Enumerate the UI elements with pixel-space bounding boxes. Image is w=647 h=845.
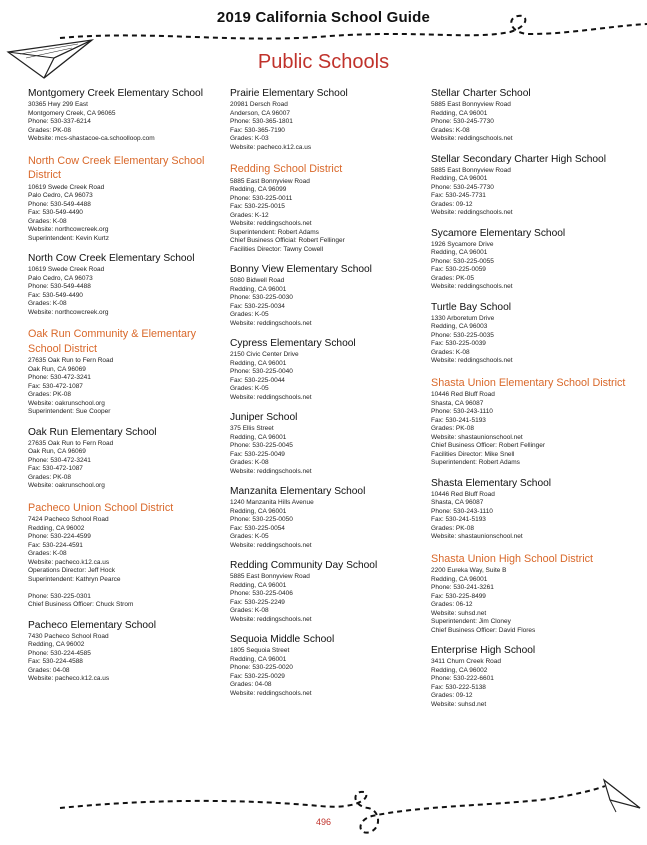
detail-line: Website: reddingschools.net — [230, 689, 312, 697]
detail-line: Phone: 530-224-4585 — [28, 649, 91, 657]
detail-line: Grades: K-03 — [230, 135, 269, 142]
detail-line: Fax: 530-241-5193 — [431, 416, 486, 424]
detail-line: Website: reddingschools.net — [431, 209, 513, 216]
detail-line: 30365 Hwy 299 East — [28, 101, 88, 108]
school-entry — [28, 620, 228, 684]
detail-line: Website: reddingschools.net — [230, 393, 312, 401]
school-name: Stellar Secondary Charter High School — [431, 153, 606, 165]
detail-line: Fax: 530-225-0049 — [230, 450, 285, 458]
detail-line: Phone: 530-225-0045 — [230, 442, 293, 449]
detail-line: Phone: 530-225-0011 — [230, 194, 293, 202]
detail-line: 5885 East Bonnyview Road — [230, 573, 310, 580]
detail-line: 7424 Pacheco School Road — [28, 516, 109, 523]
detail-line: Superintendent: Robert Adams — [230, 228, 319, 236]
detail-line: Oak Run, CA 96069 — [28, 448, 86, 455]
school-name: Prairie Elementary School — [230, 88, 348, 99]
detail-line: Grades: K-08 — [431, 126, 470, 134]
school-entry — [230, 412, 430, 476]
detail-line: Fax: 530-225-0059 — [431, 266, 486, 273]
detail-line: Facilities Director: Mike Snell — [431, 450, 515, 458]
detail-line: Phone: 530-225-0406 — [230, 590, 293, 597]
school-entry — [431, 645, 641, 709]
detail-line: 375 Ellis Street — [230, 425, 274, 432]
detail-line: Website: suhsd.net — [431, 609, 487, 617]
detail-line: Phone: 530-222-6601 — [431, 675, 494, 682]
detail-line: Shasta, CA 96087 — [431, 499, 484, 506]
detail-line: Website: reddingschools.net — [431, 135, 513, 142]
detail-line: Website: oakrunschool.org — [28, 399, 105, 407]
detail-line: Fax: 530-549-4490 — [28, 209, 83, 216]
detail-line: Chief Business Officer: David Flores — [431, 626, 536, 634]
school-name: Stellar Charter School — [431, 88, 531, 99]
detail-line: Phone: 530-225-0020 — [230, 664, 293, 671]
detail-line: Redding, CA 96001 — [230, 581, 287, 589]
district-name: Redding School District — [230, 163, 343, 175]
detail-line: 10446 Red Bluff Road — [431, 391, 495, 398]
detail-line: Grades: K-08 — [28, 550, 67, 557]
detail-line: Phone: 530-241-3261 — [431, 584, 494, 591]
section-title: Public Schools — [257, 51, 390, 73]
detail-line: 10446 Red Bluff Road — [431, 490, 495, 498]
school-name: Enterprise High School — [431, 645, 536, 656]
detail-line: Redding, CA 96001 — [230, 655, 287, 663]
school-name: Oak Run Elementary School — [28, 426, 157, 438]
detail-line: Grades: PK-08 — [431, 425, 474, 432]
detail-line: Phone: 530-243-1110 — [431, 408, 493, 415]
school-entry — [230, 264, 430, 328]
detail-line: Grades: PK-08 — [431, 524, 474, 532]
detail-line: 1805 Sequoia Street — [230, 647, 290, 654]
detail-line: Grades: PK-08 — [28, 473, 71, 481]
school-entry — [28, 253, 228, 317]
detail-line: 27635 Oak Run to Fern Road — [28, 357, 114, 364]
detail-line: Shasta, CA 96087 — [431, 399, 484, 407]
district-name: Pacheco Union School District — [28, 501, 174, 514]
listing-column-1 — [28, 88, 228, 694]
detail-line: 20981 Dersch Road — [230, 101, 288, 108]
detail-line: Grades: K-12 — [230, 211, 269, 219]
detail-line: Fax: 530-222-5138 — [431, 683, 486, 691]
detail-line: Chief Business Officer: Robert Fellinger — [431, 442, 546, 449]
detail-line: Website: reddingschools.net — [230, 467, 312, 475]
school-name: Sequoia Middle School — [230, 634, 335, 645]
detail-line: Grades: 09-12 — [431, 200, 473, 208]
detail-line: Website: reddingschools.net — [230, 319, 312, 327]
page-number: 496 — [315, 817, 332, 827]
detail-line: Grades: K-08 — [431, 348, 470, 356]
detail-line: Fax: 530-225-0015 — [230, 203, 285, 210]
detail-line: Fax: 530-245-7731 — [431, 192, 486, 199]
district-entry — [230, 162, 430, 254]
school-entry — [431, 228, 641, 292]
detail-line: Phone: 530-549-4488 — [28, 283, 91, 290]
detail-line: Grades: PK-05 — [431, 274, 474, 282]
district-name: North Cow Creek Elementary School District — [28, 154, 205, 181]
school-entry — [431, 88, 641, 144]
detail-line: Website: reddingschools.net — [431, 357, 513, 364]
detail-line: Operations Director: Jeff Hock — [28, 567, 115, 574]
detail-line: Website: pacheco.k12.ca.us — [28, 558, 110, 566]
detail-line: Redding, CA 96099 — [230, 186, 287, 193]
detail-line: Website: oakrunschool.org — [28, 482, 105, 489]
detail-line: Grades: K-08 — [28, 300, 67, 307]
detail-line: Fax: 530-225-8499 — [431, 592, 486, 600]
detail-line: Website: shastaunionschool.net — [431, 433, 523, 441]
detail-line: 5885 East Bonnyview Road — [230, 177, 310, 185]
district-entry — [431, 552, 641, 636]
detail-line: Phone: 530-243-1110 — [431, 507, 493, 515]
school-entry — [28, 427, 228, 491]
detail-line: Fax: 530-224-4588 — [28, 658, 83, 665]
school-entry — [230, 560, 430, 624]
detail-line: 27635 Oak Run to Fern Road — [28, 439, 114, 447]
detail-line: Facilities Director: Tawny Cowell — [230, 245, 324, 253]
school-entry — [230, 338, 430, 402]
school-entry — [230, 88, 430, 152]
detail-line: Montgomery Creek, CA 96065 — [28, 109, 116, 117]
detail-line: Redding, CA 96002 — [28, 641, 85, 648]
detail-line: Oak Run, CA 96069 — [28, 365, 86, 373]
listing-column-2 — [230, 88, 430, 708]
detail-line: Grades: K-05 — [230, 311, 269, 318]
district-entry — [28, 501, 228, 610]
detail-line: Superintendent: Jim Cloney — [431, 618, 511, 625]
detail-line: Fax: 530-225-0029 — [230, 672, 285, 680]
district-name: Oak Run Community & Elementary School District — [28, 328, 197, 355]
detail-line: Grades: K-08 — [28, 217, 67, 225]
detail-line: Grades: PK-08 — [28, 126, 71, 134]
detail-line: Grades: 06-12 — [431, 601, 473, 608]
detail-line: Superintendent: Kevin Kurtz — [28, 234, 109, 242]
detail-line: Phone: 530-225-0040 — [230, 368, 293, 375]
detail-line: Fax: 530-225-0044 — [230, 376, 285, 384]
district-name: Shasta Union High School District — [431, 552, 594, 565]
detail-line: Palo Cedro, CA 96073 — [28, 192, 93, 199]
spacer — [28, 584, 228, 593]
school-name: Shasta Elementary School — [431, 477, 552, 489]
detail-line: 10619 Swede Creek Road — [28, 266, 105, 273]
detail-line: Website: northcowcreek.org — [28, 308, 109, 316]
detail-line: Palo Cedro, CA 96073 — [28, 274, 93, 282]
school-entry — [431, 478, 641, 542]
detail-line: Grades: K-08 — [230, 459, 269, 466]
detail-line: 5885 East Bonnyview Road — [431, 166, 511, 174]
school-name: Sycamore Elementary School — [431, 227, 566, 239]
detail-line: Phone: 530-225-0030 — [230, 294, 293, 301]
detail-line: Chief Business Officer: Chuck Strom — [28, 601, 134, 608]
school-name: Cypress Elementary School — [230, 338, 356, 349]
detail-line: Website: reddingschools.net — [230, 541, 312, 549]
detail-line: Website: reddingschools.net — [230, 615, 312, 623]
detail-line: 1240 Manzanita Hills Avenue — [230, 499, 314, 506]
school-name: Manzanita Elementary School — [230, 486, 366, 497]
detail-line: Grades: 04-08 — [28, 666, 70, 674]
detail-line: 3411 Churn Creek Road — [431, 658, 501, 665]
detail-line: Grades: 09-12 — [431, 692, 473, 699]
school-entry — [431, 154, 641, 218]
detail-line: Redding, CA 96001 — [431, 249, 488, 256]
detail-line: Phone: 530-549-4488 — [28, 200, 91, 208]
detail-line: Redding, CA 96001 — [431, 175, 488, 182]
school-name: Turtle Bay School — [431, 301, 512, 313]
detail-line: Superintendent: Robert Adams — [431, 459, 520, 466]
school-entry — [230, 634, 430, 698]
detail-line: Redding, CA 96002 — [28, 524, 85, 532]
detail-line: Website: pacheco.k12.ca.us — [28, 675, 110, 682]
detail-line: 1330 Arboretum Drive — [431, 314, 495, 322]
district-name: Shasta Union Elementary School District — [431, 376, 626, 389]
detail-line: Chief Business Official: Robert Fellinger — [230, 237, 345, 244]
detail-line: Fax: 530-241-5193 — [431, 516, 486, 523]
detail-line: Fax: 530-549-4490 — [28, 291, 83, 299]
detail-line: 5080 Bidwell Road — [230, 277, 285, 284]
detail-line: Website: reddingschools.net — [431, 283, 513, 290]
detail-line: Phone: 530-245-7730 — [431, 118, 494, 125]
guide-title: 2019 California School Guide — [216, 9, 431, 26]
detail-line: Website: mcs-shastacoe-ca.schoolloop.com — [28, 135, 155, 142]
district-entry — [431, 376, 641, 468]
detail-line: Fax: 530-224-4591 — [28, 541, 83, 549]
detail-line: 10619 Swede Creek Road — [28, 183, 105, 191]
detail-line: Phone: 530-472-3241 — [28, 456, 91, 464]
detail-line: Phone: 530-337-6214 — [28, 118, 91, 125]
district-entry — [28, 154, 228, 244]
school-name: Bonny View Elementary School — [230, 264, 372, 275]
school-name: Juniper School — [230, 412, 298, 423]
detail-line: Phone: 530-225-0050 — [230, 516, 293, 523]
district-entry — [28, 327, 228, 417]
school-entry — [230, 486, 430, 550]
detail-line: 2200 Eureka Way, Suite B — [431, 567, 507, 574]
detail-line: Fax: 530-225-0039 — [431, 340, 486, 347]
detail-line: Grades: 04-08 — [230, 681, 272, 688]
detail-line: Phone: 530-245-7730 — [431, 183, 494, 191]
detail-line: Grades: K-08 — [230, 607, 269, 614]
detail-line: Phone: 530-365-1801 — [230, 118, 293, 125]
school-name: Pacheco Elementary School — [28, 619, 156, 631]
detail-line: Superintendent: Kathryn Pearce — [28, 575, 121, 583]
school-name: North Cow Creek Elementary School — [28, 253, 195, 264]
detail-line: Grades: K-05 — [230, 385, 269, 392]
detail-line: Redding, CA 96001 — [230, 359, 287, 367]
detail-line: Phone: 530-225-0055 — [431, 257, 494, 265]
detail-line: Website: northcowcreek.org — [28, 226, 109, 233]
detail-line: Phone: 530-225-0035 — [431, 331, 494, 339]
school-entry — [431, 302, 641, 366]
detail-line: Anderson, CA 96007 — [230, 109, 290, 117]
detail-line: Redding, CA 96001 — [431, 575, 488, 583]
detail-line: Redding, CA 96003 — [431, 323, 488, 330]
detail-line: 5885 East Bonnyview Road — [431, 101, 511, 108]
detail-line: Redding, CA 96001 — [230, 433, 287, 441]
detail-line: Website: suhsd.net — [431, 700, 487, 708]
detail-line: Grades: PK-08 — [28, 391, 71, 398]
school-name: Montgomery Creek Elementary School — [28, 88, 203, 99]
detail-line: Phone: 530-225-0301 — [28, 592, 91, 600]
detail-line: Redding, CA 96001 — [230, 507, 287, 515]
detail-line: Fax: 530-225-2249 — [230, 598, 285, 606]
detail-line: Redding, CA 96001 — [431, 109, 488, 117]
detail-line: Fax: 530-225-0034 — [230, 302, 285, 310]
school-entry — [28, 88, 228, 144]
detail-line: Fax: 530-225-0054 — [230, 524, 285, 532]
detail-line: Website: reddingschools.net — [230, 220, 312, 227]
detail-line: Website: shastaunionschool.net — [431, 533, 523, 540]
detail-line: 7430 Pacheco School Road — [28, 632, 109, 640]
detail-line: Fax: 530-472-1087 — [28, 382, 83, 390]
detail-line: Fax: 530-365-7190 — [230, 126, 285, 134]
detail-line: 1926 Sycamore Drive — [431, 240, 494, 248]
detail-line: Redding, CA 96002 — [431, 666, 488, 674]
detail-line: Phone: 530-224-4599 — [28, 533, 91, 540]
school-name: Redding Community Day School — [230, 560, 378, 571]
detail-line: Superintendent: Sue Cooper — [28, 408, 111, 415]
detail-line: Redding, CA 96001 — [230, 285, 287, 293]
detail-line: Fax: 530-472-1087 — [28, 465, 83, 472]
detail-line: 2150 Civic Center Drive — [230, 351, 299, 358]
listing-column-3 — [431, 88, 641, 719]
detail-line: Website: pacheco.k12.ca.us — [230, 143, 312, 151]
detail-line: Grades: K-05 — [230, 533, 269, 540]
detail-line: Phone: 530-472-3241 — [28, 374, 91, 381]
paper-plane-icon — [604, 780, 640, 812]
